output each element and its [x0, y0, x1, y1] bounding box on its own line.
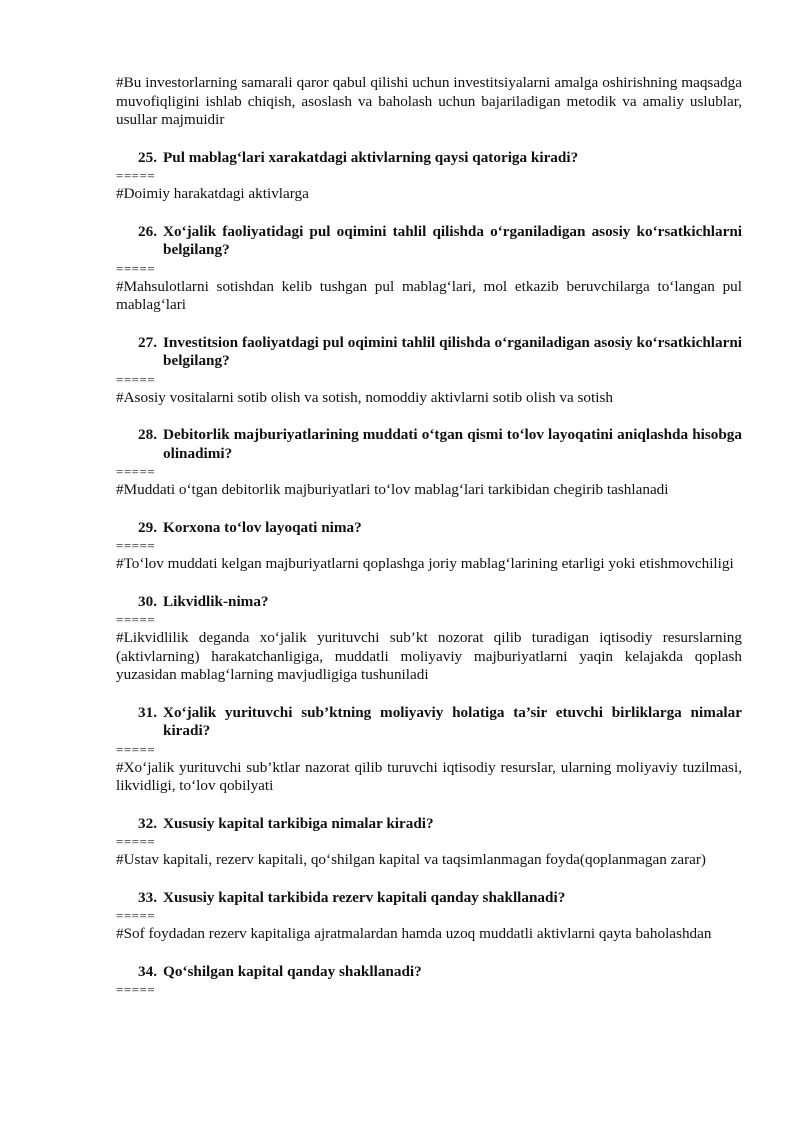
answer-text: #Ustav kapitali, rezerv kapitali, qo‘shilgan kapital va taqsimlanmagan foyda(qoplanmagan zarar) [116, 851, 706, 868]
question-heading [116, 519, 742, 538]
separator-line: ===== [116, 464, 156, 479]
question-block [116, 149, 742, 204]
question-text: Korxona to‘lov layoqati nima? [163, 518, 362, 536]
separator-line: ===== [116, 834, 156, 849]
question-number: 30. [138, 592, 157, 610]
question-text: Debitorlik majburiyatlarining muddati o‘tgan qismi to‘lov layoqatini aniqlashda hisobga olinadimi? [163, 426, 742, 462]
question-block [116, 704, 742, 796]
answer-text: #Muddati o‘tgan debitorlik majburiyatlari to‘lov mablag‘lari tarkibidan chegirib tashlanadi [116, 481, 669, 498]
question-text: Pul mablag‘lari xarakatdagi aktivlarning qaysi qatoriga kiradi? [163, 148, 579, 166]
document-body [116, 74, 742, 999]
question-number: 31. [138, 703, 157, 721]
question-block [116, 593, 742, 685]
spacer [116, 944, 742, 963]
answer-text: #Sof foydadan rezerv kapitaliga ajratmalardan hamda uzoq muddatli aktivlarni qayta baholashdan [116, 925, 712, 942]
separator-line: ===== [116, 908, 156, 923]
separator-line: ===== [116, 371, 156, 387]
question-heading [116, 963, 742, 982]
spacer [116, 870, 742, 889]
question-number: 25. [138, 148, 157, 166]
question-heading [116, 334, 742, 371]
answer-text: #Bu investorlarning samarali qaror qabul qilishi uchun investitsiyalarni amalga oshirishning maqsadga muvofiqligini ishlab chiqish, asoslash va baholash uchun bajariladigan metodik va amaliy uslublar, usullar majmuidir [116, 74, 742, 128]
question-block [116, 815, 742, 870]
question-number: 33. [138, 888, 157, 906]
question-block [116, 426, 742, 500]
separator-line: ===== [116, 168, 156, 183]
spacer [116, 130, 742, 149]
spacer [116, 574, 742, 593]
question-text: Likvidlik-nima? [163, 592, 269, 610]
separator-line: ===== [116, 741, 156, 757]
answer-text: #Xo‘jalik yurituvchi sub’ktlar nazorat qilib turuvchi iqtisodiy resurslar, ularning moliyaviy tuzilmasi, likvidligi, to‘lov qobilyati [116, 758, 742, 794]
question-text: Xo‘jalik faoliyatidagi pul oqimini tahlil qilishda o‘rganiladigan asosiy ko‘rsatkichlarni belgilang? [163, 222, 742, 258]
question-number: 28. [138, 426, 157, 443]
answer-text: #Likvidlilik deganda xo‘jalik yurituvchi sub’kt nozorat qilib turadigan iqtisodiy resurslarning (aktivlarning) harakatchanligiga, muddatli moliyaviy majburiyatlarni yaqin kelajakda qoplash yuzasidan mablag‘larning mavjudligiga tushuniladi [116, 629, 742, 683]
spacer [116, 500, 742, 519]
question-block [116, 334, 742, 408]
question-block [116, 223, 742, 315]
question-text: Xususiy kapital tarkibida rezerv kapitali qanday shakllanadi? [163, 888, 566, 906]
answer-text: #Mahsulotlarni sotishdan kelib tushgan pul mablag‘lari, mol etkazib beruvchilarga to‘langan pul mablag‘lari [116, 277, 742, 313]
question-text: Investitsion faoliyatdagi pul oqimini tahlil qilishda o‘rganiladigan asosiy ko‘rsatkichlarni belgilang? [163, 333, 742, 369]
spacer [116, 685, 742, 704]
question-heading [116, 815, 742, 834]
question-text: Qo‘shilgan kapital qanday shakllanadi? [163, 962, 422, 980]
question-text: Xo‘jalik yurituvchi sub’ktning moliyaviy holatiga ta’sir etuvchi birliklarga nimalar kiradi? [163, 703, 742, 739]
question-block [116, 519, 742, 574]
question-heading [116, 223, 742, 260]
separator-line: ===== [116, 260, 156, 276]
question-number: 34. [138, 962, 157, 980]
question-heading [116, 426, 742, 463]
question-number: 27. [138, 333, 157, 351]
question-heading [116, 149, 742, 168]
answer-text: #Doimiy harakatdagi aktivlarga [116, 185, 309, 202]
separator-line: ===== [116, 612, 156, 627]
question-block [116, 963, 742, 1000]
answer-text: #To‘lov muddati kelgan majburiyatlarni qoplashga joriy mablag‘larining etarligi yoki etishmovchiligi [116, 555, 734, 572]
question-number: 29. [138, 518, 157, 536]
separator-line: ===== [116, 982, 156, 997]
question-number: 26. [138, 222, 157, 240]
question-heading [116, 889, 742, 908]
question-heading [116, 704, 742, 741]
separator-line: ===== [116, 538, 156, 553]
question-text: Xususiy kapital tarkibiga nimalar kiradi? [163, 814, 434, 832]
spacer [116, 315, 742, 334]
spacer [116, 796, 742, 815]
question-heading [116, 593, 742, 612]
spacer [116, 407, 742, 426]
spacer [116, 204, 742, 223]
answer-text: #Asosiy vositalarni sotib olish va sotish, nomoddiy aktivlarni sotib olish va sotish [116, 388, 613, 406]
question-number: 32. [138, 814, 157, 832]
question-block [116, 889, 742, 944]
